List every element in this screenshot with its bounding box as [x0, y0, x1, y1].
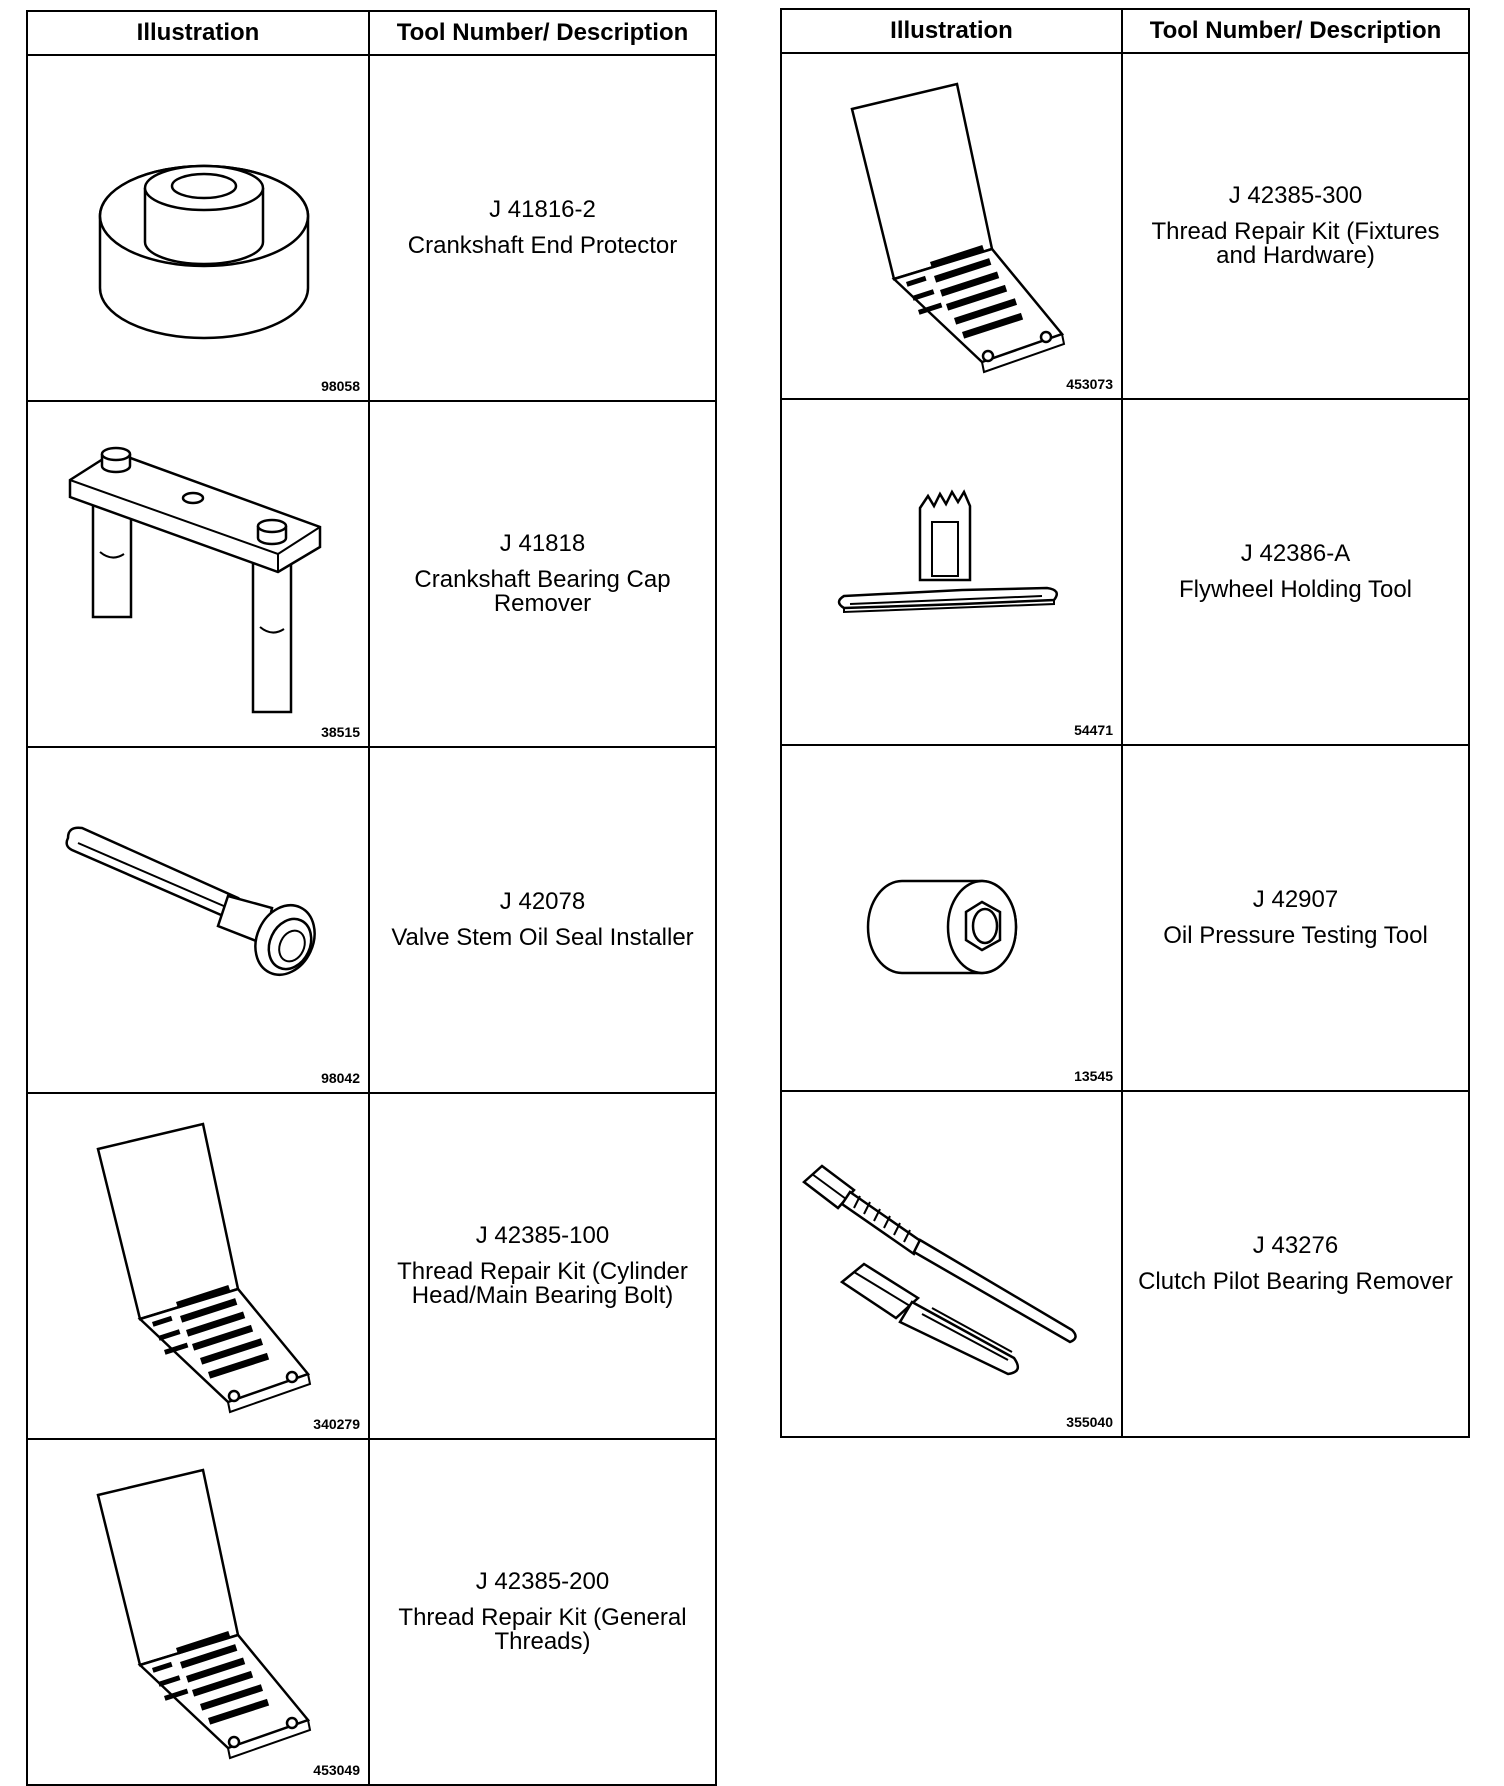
figure-number: 38515 — [321, 724, 360, 740]
figure-number: 453049 — [313, 1762, 360, 1778]
illustration-header: Illustration — [781, 9, 1122, 53]
illustration-cell — [781, 53, 1122, 399]
tool-description: Oil Pressure Testing Tool — [1163, 922, 1428, 949]
table-row — [781, 1091, 1469, 1437]
tool-description: Clutch Pilot Bearing Remover — [1138, 1268, 1453, 1295]
figure-number: 54471 — [1074, 722, 1113, 738]
figure-number: 340279 — [313, 1416, 360, 1432]
tool-description: Thread Repair Kit (General Threads) — [398, 1604, 687, 1655]
illustration-cell — [27, 1093, 369, 1439]
tool-number: J 42078 — [499, 888, 586, 915]
figure-number: 355040 — [1066, 1414, 1113, 1430]
pilot-bearing-remover-icon — [782, 1092, 1122, 1436]
figure-number: 98042 — [321, 1070, 360, 1086]
description-cell — [1122, 53, 1469, 399]
tool-description: Crankshaft End Protector — [407, 232, 678, 259]
table-row — [27, 747, 716, 1093]
tool-number: J 42907 — [1252, 886, 1339, 913]
illustration-cell — [27, 55, 369, 401]
tool-number: J 42386-A — [1240, 540, 1351, 567]
illustration-cell — [781, 745, 1122, 1091]
tool-number: J 42385-100 — [475, 1222, 610, 1249]
illustration-header: Illustration — [27, 11, 369, 55]
description-cell — [369, 401, 716, 747]
illustration-cell — [781, 399, 1122, 745]
tool-description: Thread Repair Kit (Cylinder Head/Main Bearing Bolt) — [397, 1258, 688, 1309]
thread-repair-kit-icon — [28, 1440, 368, 1784]
tool-header: Tool Number/ Description — [369, 11, 716, 55]
tool-number: J 41818 — [499, 530, 586, 557]
tool-description: Thread Repair Kit (Fixtures and Hardware) — [1151, 218, 1440, 269]
description-cell — [369, 747, 716, 1093]
header-row — [781, 9, 1469, 53]
table-row — [781, 399, 1469, 745]
flywheel-holding-tool-icon — [782, 400, 1122, 744]
illustration-cell — [27, 1439, 369, 1785]
table-row — [27, 55, 716, 401]
tool-header: Tool Number/ Description — [1122, 9, 1469, 53]
table-row — [27, 401, 716, 747]
tool-description: Crankshaft Bearing Cap Remover — [414, 566, 671, 617]
special-tools-table-right — [780, 8, 1470, 1438]
tool-description: Valve Stem Oil Seal Installer — [391, 924, 694, 951]
description-cell — [369, 55, 716, 401]
description-cell — [1122, 745, 1469, 1091]
figure-number: 453073 — [1066, 376, 1113, 392]
bearing-cap-remover-icon — [28, 402, 368, 746]
valve-seal-installer-icon — [28, 748, 368, 1092]
description-cell — [1122, 399, 1469, 745]
figure-number: 98058 — [321, 378, 360, 394]
description-cell — [1122, 1091, 1469, 1437]
tool-number: J 42385-300 — [1228, 182, 1363, 209]
table-row — [27, 1439, 716, 1785]
illustration-cell — [781, 1091, 1122, 1437]
oil-pressure-tool-icon — [782, 746, 1122, 1090]
description-cell — [369, 1093, 716, 1439]
illustration-cell — [27, 747, 369, 1093]
table-row — [27, 1093, 716, 1439]
description-cell — [369, 1439, 716, 1785]
header-row — [27, 11, 716, 55]
figure-number: 13545 — [1074, 1068, 1113, 1084]
table-row — [781, 53, 1469, 399]
crankshaft-end-protector-icon — [28, 56, 368, 400]
tool-number: J 41816-2 — [489, 196, 596, 223]
table-row — [781, 745, 1469, 1091]
tool-number: J 42385-200 — [475, 1568, 610, 1595]
thread-repair-kit-icon — [28, 1094, 368, 1438]
thread-repair-kit-icon — [782, 54, 1122, 398]
illustration-cell — [27, 401, 369, 747]
special-tools-table-left — [26, 10, 717, 1786]
tool-description: Flywheel Holding Tool — [1178, 576, 1412, 603]
tool-number: J 43276 — [1252, 1232, 1339, 1259]
